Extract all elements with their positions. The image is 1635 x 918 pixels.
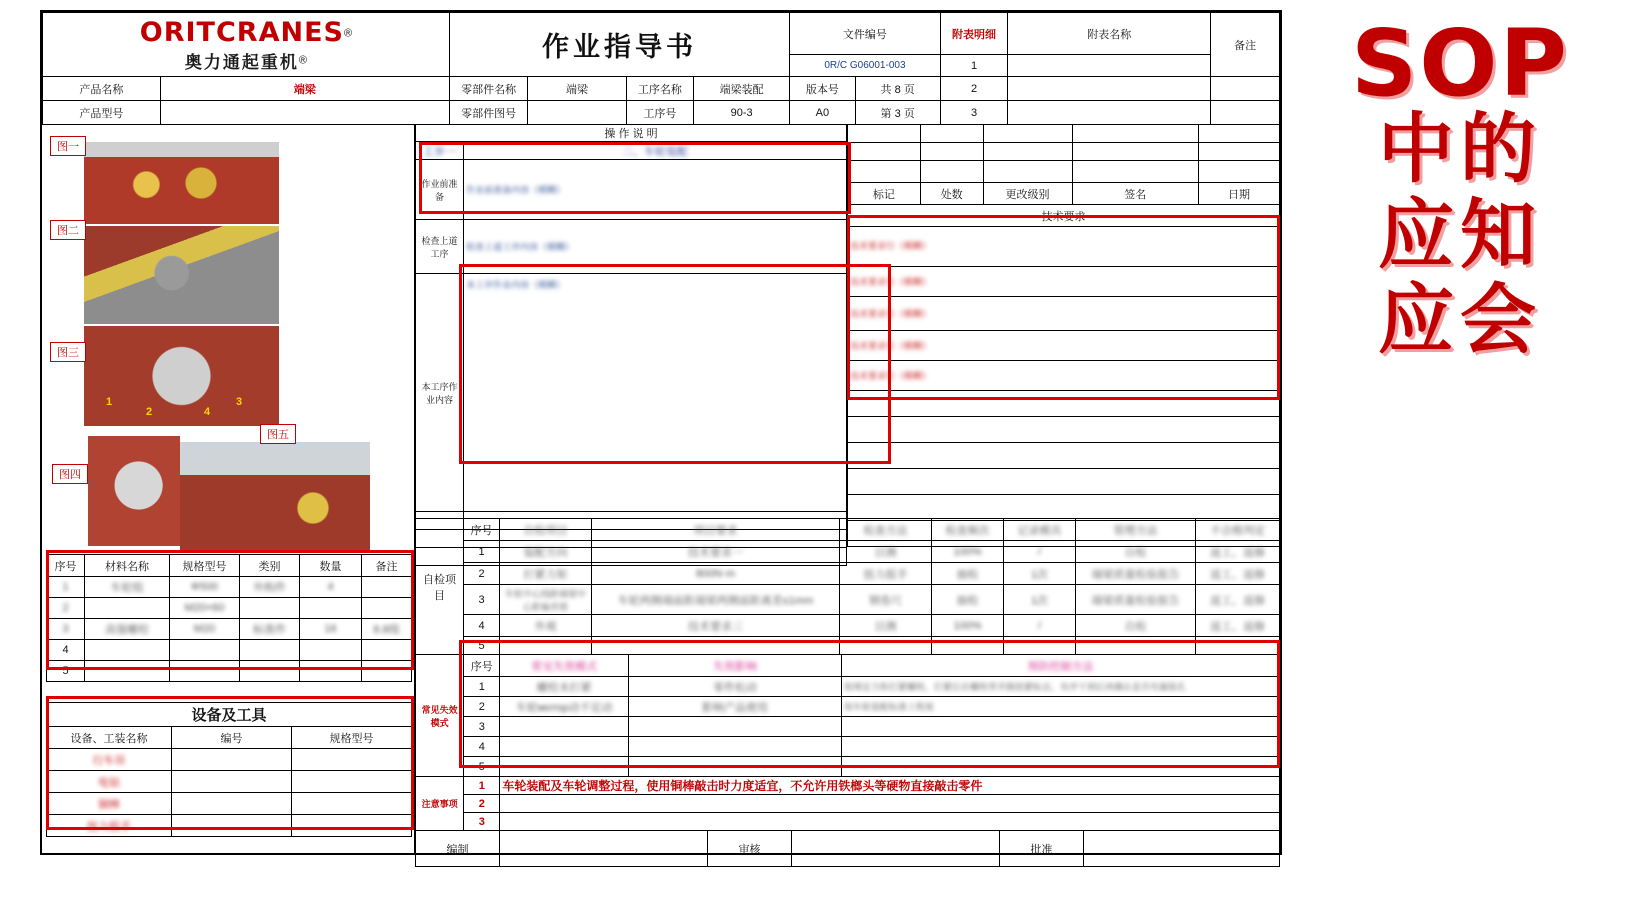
- sc-r5-method: [840, 637, 932, 655]
- fm-r4-effect: [628, 737, 841, 757]
- sc-r1-manage: 自检: [1076, 541, 1196, 563]
- fm-r2-effect: 影响产品使用: [628, 697, 841, 717]
- table-row: [47, 815, 412, 837]
- operation-title: 操 作 说 明: [416, 125, 847, 142]
- fm-r5-effect: [628, 757, 841, 777]
- fm-r2-no: 2: [464, 697, 500, 717]
- tech-req-blank-5: [848, 495, 1280, 521]
- attachment-detail-label: 附表明细: [940, 13, 1008, 55]
- photo-3-callout-1: 1: [106, 396, 113, 408]
- sc-r3-no: 3: [464, 585, 500, 615]
- materials-r3-spec: M20: [170, 619, 240, 640]
- failure-mode-table: [415, 654, 1280, 777]
- sc-r3-freq: 抽检: [932, 585, 1004, 615]
- self-check-col-0: 序号: [464, 519, 500, 541]
- materials-r4-spec: [170, 640, 240, 661]
- materials-r4-type: [240, 640, 300, 661]
- sc-r3-method: 钢卷尺: [840, 585, 932, 615]
- operation-step-label: 工步一: [416, 142, 464, 160]
- self-check-col-4: 检查频次: [932, 519, 1004, 541]
- materials-col-2: 规格型号: [170, 555, 240, 577]
- sc-r3-manage: 端梁质量检验报告: [1076, 585, 1196, 615]
- notes-r1-no: 1: [464, 777, 500, 795]
- rev-blank-a5: [1199, 125, 1280, 143]
- materials-r1-name: 车轮组: [85, 577, 170, 598]
- materials-r4-name: [85, 640, 170, 661]
- signoff-approve-value: [1084, 831, 1280, 867]
- tech-req-blank-1: [848, 391, 1280, 417]
- signoff-approve-label: 批准: [1000, 831, 1084, 867]
- attachment-name-2: [1008, 77, 1211, 101]
- right-content: [415, 124, 1280, 855]
- tools-r1-code: [172, 749, 292, 771]
- materials-r3-name: 高强螺栓: [85, 619, 170, 640]
- banner-line-4: 应会: [1378, 277, 1542, 363]
- materials-r1-type: 外购件: [240, 577, 300, 598]
- fm-col-2: 失效影响: [628, 655, 841, 677]
- sc-r3-record: 1次: [1004, 585, 1076, 615]
- banner-line-3: 应知: [1378, 192, 1542, 278]
- table-row: [416, 677, 1280, 697]
- document-header-table: [42, 12, 1280, 125]
- fm-r1-no: 1: [464, 677, 500, 697]
- table-row: [416, 737, 1280, 757]
- sc-r2-item: 打紧力矩: [500, 563, 592, 585]
- attachment-row-2: 2: [940, 77, 1008, 101]
- signoff-prepare-value: [500, 831, 708, 867]
- sc-r4-method: 目测: [840, 615, 932, 637]
- sc-r2-req: 800N·m: [592, 563, 840, 585]
- self-check-col-3: 检查方法: [840, 519, 932, 541]
- rev-blank-c1: [848, 161, 921, 183]
- materials-r2-no: 2: [47, 598, 85, 619]
- sc-r3-req: 车轮两侧端面距端梁两侧面距离差≤1mm: [592, 585, 840, 615]
- fm-r5-prevent: [841, 757, 1279, 777]
- fm-col-3: 预防控制方法: [841, 655, 1279, 677]
- table-row: [416, 697, 1280, 717]
- signoff-review-value: [792, 831, 1000, 867]
- table-row: [47, 771, 412, 793]
- materials-col-4: 数量: [300, 555, 362, 577]
- tech-req-blank-4: [848, 469, 1280, 495]
- header-remark-label: 备注: [1211, 13, 1280, 77]
- materials-col-5: 备注: [362, 555, 412, 577]
- product-name-value: 端梁: [160, 77, 449, 101]
- tools-r4-code: [172, 815, 292, 837]
- materials-r5-no: 5: [47, 661, 85, 682]
- operation-check-text: 检查上道工序内容（模糊）: [464, 220, 847, 274]
- materials-r2-spec: M20×60: [170, 598, 240, 619]
- rev-blank-c4: [1072, 161, 1198, 183]
- sc-r4-judge: 返工、返修: [1196, 615, 1280, 637]
- revision-code: A0: [790, 101, 855, 125]
- sc-r5-record: [1004, 637, 1076, 655]
- attachment-name-3: [1008, 101, 1211, 125]
- materials-r2-name: [85, 598, 170, 619]
- photo-3-callout-2: 2: [146, 406, 153, 418]
- materials-r5-name: [85, 661, 170, 682]
- doc-no-label: 文件编号: [790, 13, 941, 55]
- fm-r4-no: 4: [464, 737, 500, 757]
- tools-table: [46, 702, 412, 837]
- operation-prep-text: 作业前准备内容（模糊）: [464, 160, 847, 220]
- signoff-table: [415, 830, 1280, 867]
- photo-3-tag: 图三: [50, 342, 86, 362]
- materials-r4-qty: [300, 640, 362, 661]
- materials-r4-remark: [362, 640, 412, 661]
- sc-r1-freq: 100%: [932, 541, 1004, 563]
- company-name-en: ORITCRANES: [139, 16, 344, 48]
- document-title: 作业指导书: [449, 13, 789, 77]
- rev-blank-b1: [848, 143, 921, 161]
- sc-r2-judge: 返工、返修: [1196, 563, 1280, 585]
- rev-col-4: 日期: [1199, 183, 1280, 205]
- photo-5: [180, 442, 370, 552]
- table-row: [416, 541, 1280, 563]
- tech-req-blank-2: [848, 417, 1280, 443]
- photo-3-callout-3: 3: [236, 396, 243, 408]
- materials-r5-qty: [300, 661, 362, 682]
- table-row: [416, 615, 1280, 637]
- materials-r3-remark: 8.8级: [362, 619, 412, 640]
- sc-r1-record: /: [1004, 541, 1076, 563]
- part-no-value: [528, 101, 626, 125]
- product-name-label: 产品名称: [43, 77, 161, 101]
- operation-prep-label: 作业前准备: [416, 160, 464, 220]
- sc-r4-req: 技术要求三: [592, 615, 840, 637]
- fm-r1-mode: 螺栓未打紧: [500, 677, 629, 697]
- header-remark-2: [1211, 77, 1280, 101]
- tools-r2-code: [172, 771, 292, 793]
- rev-blank-b5: [1199, 143, 1280, 161]
- notes-r1-text: 车轮装配及车轮调整过程，使用铜棒敲击时力度适宜，不允许用铁榔头等硬物直接敲击零件: [500, 777, 1280, 795]
- failure-mode-side-label: 常见失效模式: [416, 655, 464, 777]
- tools-r4-spec: [292, 815, 412, 837]
- table-row: [416, 637, 1280, 655]
- notes-r2-no: 2: [464, 795, 500, 813]
- company-logo: [43, 13, 450, 77]
- tech-req-line-4: 技术要求行（模糊）: [848, 331, 1280, 361]
- sc-r2-record: 1次: [1004, 563, 1076, 585]
- materials-r1-no: 1: [47, 577, 85, 598]
- rev-col-2: 更改级别: [983, 183, 1072, 205]
- fm-r1-effect: 零件松动: [628, 677, 841, 697]
- rev-blank-a3: [983, 125, 1072, 143]
- operation-subtitle: 二、车轮装配: [464, 142, 847, 160]
- sc-r2-method: 扭力扳手: [840, 563, 932, 585]
- tools-r3-code: [172, 793, 292, 815]
- table-row: [47, 619, 412, 640]
- materials-r1-qty: 4: [300, 577, 362, 598]
- company-name-cn-sup: ®: [298, 53, 307, 66]
- tools-col-1: 编号: [172, 727, 292, 749]
- rev-blank-a2: [920, 125, 983, 143]
- self-check-col-7: 不合格判定: [1196, 519, 1280, 541]
- notes-r3-text: [500, 813, 1280, 831]
- signoff-review-label: 审核: [708, 831, 792, 867]
- materials-r2-type: [240, 598, 300, 619]
- materials-r5-remark: [362, 661, 412, 682]
- sc-r5-judge: [1196, 637, 1280, 655]
- rev-blank-c3: [983, 161, 1072, 183]
- self-check-col-5: 记录模具: [1004, 519, 1076, 541]
- fm-r4-prevent: [841, 737, 1279, 757]
- fm-r3-no: 3: [464, 717, 500, 737]
- sc-r4-no: 4: [464, 615, 500, 637]
- tools-col-2: 规格型号: [292, 727, 412, 749]
- operation-content-label: 本工序作业内容: [416, 274, 464, 512]
- table-row: [416, 717, 1280, 737]
- attachment-row-3: 3: [940, 101, 1008, 125]
- materials-col-1: 材料名称: [85, 555, 170, 577]
- rev-col-3: 签名: [1072, 183, 1198, 205]
- photo-4-tag: 图四: [52, 464, 88, 484]
- table-row: [47, 577, 412, 598]
- rev-blank-b2: [920, 143, 983, 161]
- materials-table: [46, 554, 412, 682]
- sc-r4-freq: 100%: [932, 615, 1004, 637]
- doc-no-value: 0R/C G06001-003: [790, 55, 941, 77]
- fm-r3-prevent: [841, 717, 1279, 737]
- photo-3: [84, 326, 279, 426]
- operation-table: [415, 124, 847, 566]
- tools-r1-name: 行车吊: [47, 749, 172, 771]
- tech-req-line-3: 技术要求行（模糊）: [848, 297, 1280, 331]
- table-row: [47, 661, 412, 682]
- rev-col-1: 处数: [920, 183, 983, 205]
- table-row: [47, 793, 412, 815]
- notes-table: [415, 776, 1280, 831]
- rev-col-0: 标记: [848, 183, 921, 205]
- fm-r2-prevent: 按车轮装配标准工程度: [841, 697, 1279, 717]
- company-name-cn: 奥力通起重机: [184, 52, 299, 72]
- sc-r1-req: 技术要求一: [592, 541, 840, 563]
- tools-r4-name: 扭力扳手: [47, 815, 172, 837]
- sc-r4-item: 外观: [500, 615, 592, 637]
- materials-r5-spec: [170, 661, 240, 682]
- materials-col-3: 类别: [240, 555, 300, 577]
- photo-1: [84, 142, 279, 224]
- header-remark-3: [1211, 101, 1280, 125]
- self-check-side-label: 自检项目: [416, 519, 464, 655]
- photo-4: [88, 436, 180, 546]
- photo-2-tag: 图二: [50, 220, 86, 240]
- product-model-label: 产品型号: [43, 101, 161, 125]
- attachment-name-1: [1008, 55, 1211, 77]
- materials-r1-spec: Φ500: [170, 577, 240, 598]
- sc-r2-freq: 抽检: [932, 563, 1004, 585]
- rev-blank-c2: [920, 161, 983, 183]
- operation-check-label: 检查上道工序: [416, 220, 464, 274]
- photo-column: [42, 124, 415, 855]
- fm-r5-mode: [500, 757, 629, 777]
- process-no-label: 工序号: [626, 101, 694, 125]
- tools-col-0: 设备、工装名称: [47, 727, 172, 749]
- self-check-table: [415, 518, 1280, 655]
- tools-r2-name: 电钻: [47, 771, 172, 793]
- tools-r2-spec: [292, 771, 412, 793]
- fm-r1-prevent: 按规定力矩打紧螺栓，打紧后在螺栓背并做扭紧标志，有序干到后再确认是否有漏装孔: [841, 677, 1279, 697]
- part-name-value: 端梁: [528, 77, 626, 101]
- tech-req-blank-3: [848, 443, 1280, 469]
- materials-r2-remark: [362, 598, 412, 619]
- part-no-label: 零部件图号: [449, 101, 528, 125]
- signoff-prepare-label: 编制: [416, 831, 500, 867]
- sc-r4-record: /: [1004, 615, 1076, 637]
- page-value: 第 3 页: [855, 101, 940, 125]
- notes-r3-no: 3: [464, 813, 500, 831]
- sc-r5-freq: [932, 637, 1004, 655]
- photo-5-tag: 图五: [260, 424, 296, 444]
- rev-blank-b3: [983, 143, 1072, 161]
- rev-blank-a4: [1072, 125, 1198, 143]
- materials-r4-no: 4: [47, 640, 85, 661]
- part-name-label: 零部件名称: [449, 77, 528, 101]
- version-label: 版本号: [790, 77, 855, 101]
- tech-req-line-1: 技术要求行（模糊）: [848, 227, 1280, 267]
- process-no-value: 90-3: [694, 101, 790, 125]
- table-row: [47, 640, 412, 661]
- materials-r3-type: 标准件: [240, 619, 300, 640]
- sc-r5-no: 5: [464, 637, 500, 655]
- banner-line-2: 中的: [1378, 107, 1542, 193]
- sc-r5-item: [500, 637, 592, 655]
- rev-blank-a1: [848, 125, 921, 143]
- operation-content-text: 本工序作业内容（模糊）: [464, 274, 847, 512]
- work-instruction-document: [40, 10, 1282, 855]
- fm-r4-mode: [500, 737, 629, 757]
- sc-r1-method: 目测: [840, 541, 932, 563]
- sc-r5-req: [592, 637, 840, 655]
- fm-r2-mode: 车轮мотор动不足动: [500, 697, 629, 717]
- table-row: [416, 585, 1280, 615]
- fm-r3-mode: [500, 717, 629, 737]
- rev-blank-c5: [1199, 161, 1280, 183]
- notes-r2-text: [500, 795, 1280, 813]
- materials-r3-no: 3: [47, 619, 85, 640]
- sc-r3-judge: 返工、返修: [1196, 585, 1280, 615]
- photo-3-callout-4: 4: [204, 406, 211, 418]
- materials-r2-qty: [300, 598, 362, 619]
- tools-r3-name: 铜棒: [47, 793, 172, 815]
- table-row: [47, 598, 412, 619]
- tech-req-title: 技术要求: [848, 205, 1280, 227]
- company-name-en-sup: ®: [343, 26, 353, 39]
- self-check-col-1: 自检项目: [500, 519, 592, 541]
- process-name-label: 工序名称: [626, 77, 694, 101]
- revision-table: [847, 124, 1280, 547]
- attachment-row-1: 1: [940, 55, 1008, 77]
- tech-req-line-2: 技术要求行（模糊）: [848, 267, 1280, 297]
- sop-banner: [1300, 10, 1620, 363]
- materials-col-0: 序号: [47, 555, 85, 577]
- tech-req-line-5: 技术要求行（模糊）: [848, 361, 1280, 391]
- self-check-col-6: 管理方法: [1076, 519, 1196, 541]
- fm-col-1: 常见失效模式: [500, 655, 629, 677]
- materials-r1-remark: [362, 577, 412, 598]
- version-value: 共 8 页: [855, 77, 940, 101]
- sc-r4-manage: 自检: [1076, 615, 1196, 637]
- materials-r3-qty: 16: [300, 619, 362, 640]
- fm-r5-no: 5: [464, 757, 500, 777]
- table-row: [416, 563, 1280, 585]
- photo-2: [84, 226, 279, 324]
- tools-r3-spec: [292, 793, 412, 815]
- table-row: [416, 757, 1280, 777]
- sc-r2-manage: 端梁质量检验报告: [1076, 563, 1196, 585]
- product-model-value: [160, 101, 449, 125]
- tools-r1-spec: [292, 749, 412, 771]
- sc-r1-item: 装配方向: [500, 541, 592, 563]
- sc-r1-no: 1: [464, 541, 500, 563]
- fm-r3-effect: [628, 717, 841, 737]
- sc-r2-no: 2: [464, 563, 500, 585]
- sc-r3-item: 车轮中心线距端梁中心距偏差值: [500, 585, 592, 615]
- sc-r1-judge: 返工、返修: [1196, 541, 1280, 563]
- notes-side-label: 注意事项: [416, 777, 464, 831]
- banner-sop-text: SOP: [1351, 10, 1569, 117]
- self-check-col-2: 项目要求: [592, 519, 840, 541]
- photo-1-tag: 图一: [50, 136, 86, 156]
- tools-title: 设备及工具: [47, 703, 412, 727]
- rev-blank-b4: [1072, 143, 1198, 161]
- materials-r5-type: [240, 661, 300, 682]
- fm-col-0: 序号: [464, 655, 500, 677]
- attachment-name-label: 附表名称: [1008, 13, 1211, 55]
- sc-r5-manage: [1076, 637, 1196, 655]
- process-name-value: 端梁装配: [694, 77, 790, 101]
- table-row: [47, 749, 412, 771]
